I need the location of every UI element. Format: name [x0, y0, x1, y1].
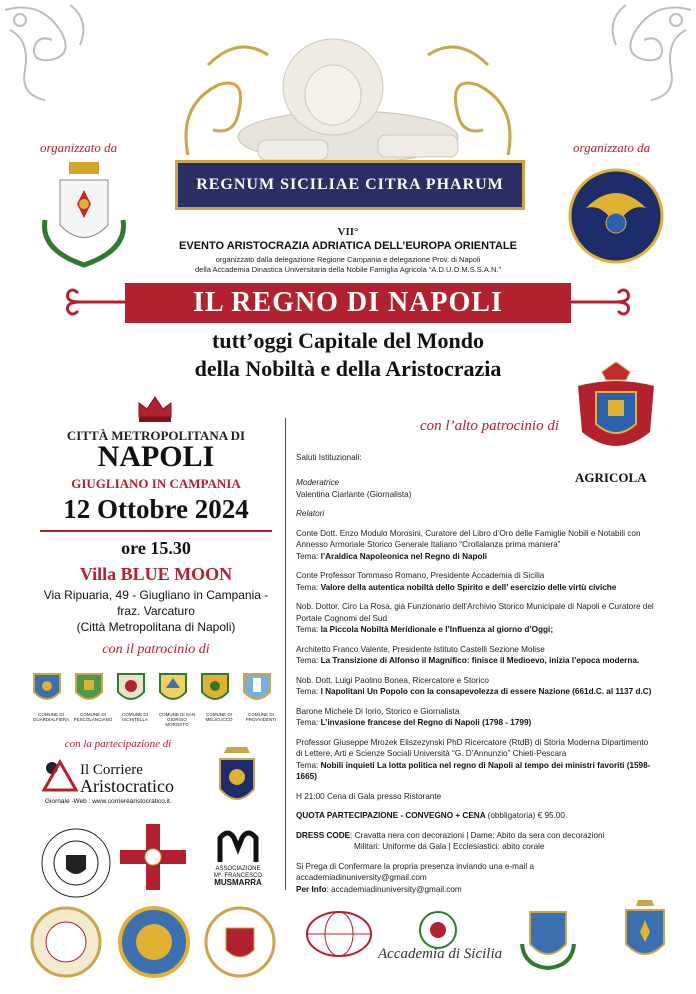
- agricola-coat-of-arms-icon: [570, 362, 662, 464]
- dress-label: DRESS CODE: [296, 830, 351, 840]
- participation-label: con la partecipazione di: [64, 738, 172, 750]
- fee-mid: - CONVEGNO + CENA: [398, 811, 488, 821]
- organized-by-right-label: organizzato da: [573, 140, 651, 155]
- municipal-crest-left-icon: [35, 160, 133, 270]
- speaker-topic-line: [296, 551, 656, 562]
- crest-caption: COMUNE DI GUARDIALFIERA: [32, 712, 70, 722]
- speaker-item: [296, 528, 656, 562]
- address-line-3: (Città Metropolitana di Napoli): [76, 620, 236, 634]
- organized-by-left-label: organizzato da: [40, 140, 118, 155]
- footer-seal-1-icon: [30, 906, 102, 978]
- speaker-desc: Nob. Dottor. Ciro La Rosa, già Funzionario dell’Archivio Storico Municipale di Napoli e Curatore del Portale Cognomi del Sud: [296, 602, 654, 623]
- speakers-label: Relatori: [296, 509, 325, 519]
- topic-label: Tema:: [296, 656, 321, 666]
- speaker-topic-line: [296, 760, 656, 783]
- info-label: Per Info: [296, 884, 327, 894]
- date-divider: [40, 530, 272, 532]
- topic-title: La Transizione di Alfonso il Magnifico: finisce il Medioevo, inizia l’epoca moderna.: [320, 656, 640, 666]
- assoc-line-1: ASSOCIAZIONE: [215, 866, 261, 872]
- crest-icon: [114, 668, 148, 708]
- topic-label: Tema:: [296, 551, 321, 561]
- event-date: 12 Ottobre 2024: [63, 494, 249, 524]
- moderator-block: [296, 477, 656, 500]
- city-label: CITTÀ METROPOLITANA DI: [66, 428, 246, 443]
- fee-label: QUOTA PARTECIPAZIONE: [296, 811, 399, 821]
- topic-title: Nobili inquieti La lotta politica nel regno di Napoli al tempo dei ministri favoriti (1598-1665): [296, 760, 651, 782]
- footer-crest-green-icon: [520, 904, 576, 970]
- topic-title: I Napolitani Un Popolo con la consapevolezza di essere Nazione (661d.C. al 1137 d.C): [320, 687, 652, 697]
- speaker-topic-line: [296, 717, 656, 728]
- subtitle-line-1: tutt’oggi Capitale del Mondo: [212, 328, 484, 353]
- municipality-crest: [72, 668, 114, 728]
- assoc-line-2: Mº. FRANCESCO: [213, 872, 263, 879]
- municipality-crest: [240, 668, 282, 728]
- moderator-label: Moderatrice: [296, 478, 340, 488]
- crest-caption: COMUNE DI ISCHITELLA: [122, 712, 148, 722]
- fee-line: [296, 810, 656, 821]
- topic-title: L’invasione francese del Regno di Napoli (1798 - 1799): [320, 718, 532, 728]
- crest-caption: COMUNE DI SAN GIORGIO MORGETO: [158, 712, 196, 727]
- ribbon-scroll-left-icon: [60, 287, 130, 317]
- speaker-desc: Conte Dott. Enzo Modulo Morosini, Curatore del Libro d’Oro delle Famiglie Nobili e Notabili con Annesso Armoriale Storico Generale Italiano “Crollalanza prima maniera”: [296, 528, 641, 550]
- gala-dinner: H 21:00 Cena di Gala presso Ristorante: [296, 791, 442, 801]
- agricola-name: AGRICOLA: [575, 470, 647, 485]
- dress-code: [296, 830, 656, 853]
- heraldic-society-seal-icon: [40, 827, 112, 899]
- speaker-desc: Architetto Franco Valente, Presidente Istituto Castelli Sezione Molise: [296, 644, 545, 654]
- topic-label: Tema:: [296, 760, 321, 770]
- topic-title: la Piccola Nobiltà Meridionale e l’Influenza al giorno d’Oggi;: [320, 625, 554, 635]
- speaker-item: [296, 737, 656, 783]
- assoc-caption: [206, 866, 270, 888]
- address-line-2: fraz. Varcaturo: [117, 604, 195, 618]
- topic-label: Tema:: [296, 582, 321, 592]
- crest-caption: COMUNE DI PESCOLANCIANO: [73, 712, 113, 722]
- topic-label: Tema:: [296, 687, 321, 697]
- speaker-desc: Conte Professor Tommaso Romano, Presidente Accademia di Sicilia: [296, 571, 545, 581]
- accademia-sicilia-emblem-icon: [418, 910, 458, 950]
- high-patronage-label: con l’alto patrocinio di: [420, 418, 560, 434]
- municipality-crests-row: [30, 668, 280, 728]
- edition-number: VII°: [337, 226, 359, 238]
- speaker-item: [296, 675, 656, 698]
- crown-icon: [135, 393, 175, 423]
- crest-icon: [30, 668, 64, 708]
- ribbon-scroll-right-icon: [566, 287, 636, 317]
- saluti-line: Saluti Istituzionali:: [296, 453, 362, 462]
- municipality-crest: [114, 668, 156, 728]
- corriere-web: Giornale -Web : www.corrierearistocratico.it.: [45, 798, 172, 805]
- dress-text-2: Militari: Uniforme da Gala | Ecclesiastici: abito corale: [354, 842, 545, 852]
- speaker-desc: Professor Giuseppe Mrozek Eliszezynski PhD Ricercatore (RtdB) di Storia Moderna Dipartimento di Lettere, Arti e Scienze Sociali Università “G. D’Annunzio” Chieti-Pescara: [296, 737, 649, 759]
- crest-icon: [240, 668, 274, 708]
- fee-amount: (obbligatoria) € 95.00: [487, 811, 565, 821]
- info-email: : accademiadinuniversity@gmail.com: [326, 884, 462, 894]
- main-title: IL REGNO DI NAPOLI: [125, 283, 571, 323]
- topic-label: Tema:: [296, 625, 321, 635]
- corriere-logo-icon: [42, 758, 80, 792]
- crest-caption: COMUNE DI MELICUCCO: [205, 712, 233, 722]
- city-name: NAPOLI: [97, 440, 215, 473]
- dress-text-1: : Cravatta nera con decorazioni | Dame: Abito da sera con decorazioni: [350, 830, 605, 840]
- accademia-sicilia-text: Accademia di Sicilia: [378, 946, 503, 962]
- rsvp-line: Si Prega di Confermare la propria presenza inviando una e-mail a accademiadinuniversity@gmail.com: [296, 861, 535, 883]
- speaker-desc: Nob. Dott. Luigi Paolino Bonea, Ricercatore e Storico: [296, 675, 489, 685]
- footer-crest-blue-icon: [622, 898, 668, 964]
- speaker-topic-line: [296, 582, 656, 593]
- speaker-item: [296, 706, 656, 729]
- crest-icon: [156, 668, 190, 708]
- info-line: [296, 884, 656, 895]
- corriere-title-1: Il Corriere: [80, 762, 143, 778]
- crest-icon: [72, 668, 106, 708]
- speaker-topic-line: [296, 624, 656, 635]
- regnum-banner: REGNUM SICILIAE CITRA PHARUM: [175, 160, 525, 210]
- crest-icon: [198, 668, 232, 708]
- speaker-desc: Barone Michele Di Iorio, Storico e Giornalista: [296, 706, 460, 716]
- speaker-topic-line: [296, 686, 656, 697]
- column-divider: [285, 418, 286, 890]
- globe-logo-icon: [304, 910, 374, 958]
- subtitle-line-2: della Nobiltà e della Aristocrazia: [194, 356, 502, 381]
- patronage-label: con il patrocinio di: [102, 642, 210, 657]
- lion-statue-image: [178, 25, 518, 175]
- program-block: [296, 452, 656, 895]
- event-name: EVENTO ARISTOCRAZIA ADRIATICA DELL’EUROPA ORIENTALE: [179, 240, 517, 252]
- speaker-item: [296, 601, 656, 635]
- assoc-line-3: MUSMARRA: [214, 878, 262, 888]
- footer-seal-2-icon: [118, 906, 190, 978]
- organizer-line-1: organizzato dalla delegazione Regione Campania e delegazione Prov. di Napoli: [215, 255, 481, 264]
- address-line-1: Via Ripuaria, 49 - Giugliano in Campania -: [43, 588, 269, 602]
- speaker-item: [296, 644, 656, 667]
- ornament-top-right: [596, 0, 696, 110]
- moderator-name: Valentina Ciarlante (Giornalista): [296, 489, 412, 499]
- municipality-crest: [156, 668, 198, 728]
- musmarra-logo-icon: [216, 828, 260, 864]
- venue-name: Villa BLUE MOON: [79, 564, 233, 584]
- topic-title: Valore della autentica nobiltà dello Spirito e dell’ esercizio delle virtù civiche: [320, 582, 617, 592]
- topic-label: Tema:: [296, 718, 321, 728]
- crest-caption: COMUNE DI PROVVIDENTI: [245, 712, 277, 722]
- town-name: GIUGLIANO IN CAMPANIA: [71, 476, 241, 491]
- topic-title: l’Araldica Napoleonica nel Regno di Napoli: [320, 551, 488, 561]
- speaker-topic-line: [296, 655, 656, 666]
- event-time: ore 15.30: [121, 538, 191, 558]
- municipality-crest: [30, 668, 72, 728]
- dress-line-1: [296, 830, 656, 841]
- red-cross-icon: [118, 822, 188, 892]
- speaker-item: [296, 570, 656, 593]
- noble-crest-icon: [212, 745, 262, 815]
- municipality-crest: [198, 668, 240, 728]
- corriere-title-2: Aristocratico: [80, 776, 174, 796]
- footer-seal-3-icon: [204, 906, 276, 978]
- organizer-line-2: della Accademia Dinastica Universitaria della Nobile Famiglia Agricola “A.D.U.O.M.S.S.A.N.”: [195, 265, 501, 274]
- ornament-top-left: [0, 0, 100, 110]
